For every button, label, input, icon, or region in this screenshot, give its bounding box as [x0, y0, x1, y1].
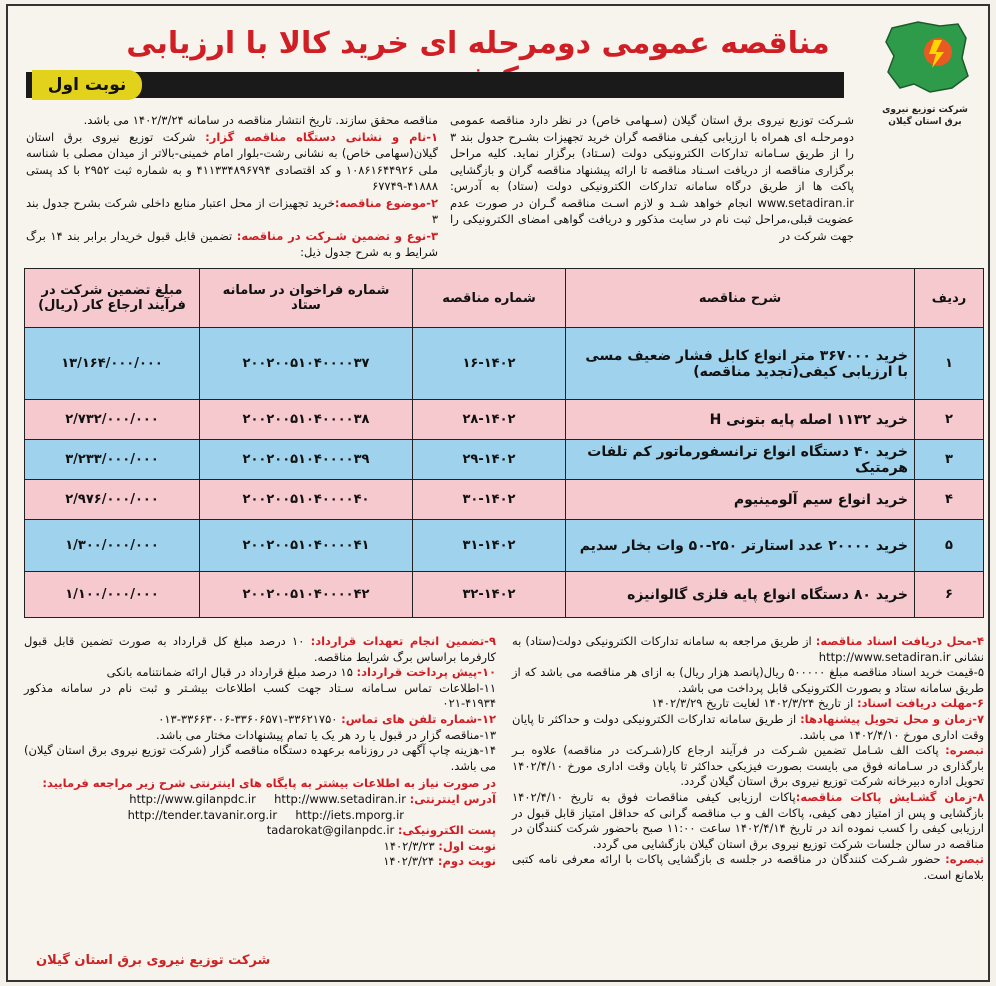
detail-item-6: ۶-مهلت دریافت اسناد: از تاریخ ۱۴۰۲/۳/۲۴ لغایت تاریخ ۱۴۰۲/۳/۲۹ — [651, 696, 984, 711]
col-header-tender-number: شماره مناقصه — [413, 269, 566, 328]
newspaper-ad — [6, 4, 990, 982]
cell-call-number: ۲۰۰۲۰۰۵۱۰۴۰۰۰۰۳۹ — [200, 440, 413, 480]
intro-line: مناقصه محقق سازند. تاریخ انتشار مناقصه در سامانه ۱۴۰۲/۳/۲۴ می باشد. — [83, 113, 438, 127]
cell-description: خرید ۲۰۰۰۰ عدد استارتر ۲۵۰-۵۰ وات بخار سدیم — [566, 520, 915, 572]
website-link[interactable]: http://iets.mporg.ir — [295, 807, 404, 822]
tender-table — [24, 268, 984, 618]
detail-item-8: ۸-زمان گشـایش پاکات مناقصه:پاکات ارزیابی کیفی مناقصات فوق به تاریخ ۱۴۰۲/۴/۱۰ بازگشایی و پس از امتیاز دهی کیفی، پاکات الف و ب مناقصه گرانی که حداقل امتیاز قابل قبول در ارزیابی کیفی را کسب نموده اند در تاریخ ۱۴۰۲/۴/۱۴ ساعت ۱۱:۰۰ صبح باحضور شرکت کنندگان در مناقصه در سالن جلسات شرکت توزیع نیروی برق استان گیلان بازگشایی می گردد. — [512, 789, 985, 851]
intro-paragraph: شـرکت توزیع نیروی برق استان گیلان (سـهامی خاص) در نظر دارد مناقصه عمومی دومرحلـه ای همراه با ارزیابی کیفـی مناقصه گران خرید تجهیزات بشـرح جدول بند ۳ را از طریق سـامانه تدارکات الکترونیکی دولت (سـتاد) برگزار نماید. کلیه مراحل برگزاری مناقصه از دریافت اسـناد مناقصه تا ارائه پیشنهاد مناقصه گران و بازگشایی پاکت ها از طریق درگاه سامانه تدارکات الکترونیکی دولت (ستاد) به آدرس: www.setadiran.ir انجام خواهد شـد و لازم اسـت مناقصه گـران در صورت عدم عضویت قبلی،مراحل ثبت نام در سایت مذکور و دریافت گواهی امضای الکترونیکی را جهت شرکت در — [450, 113, 854, 243]
cell-tender-number: ۳۱-۱۴۰۲ — [413, 520, 566, 572]
round2-line: نوبت دوم: ۱۴۰۲/۳/۲۴ — [383, 854, 496, 869]
cell-call-number: ۲۰۰۲۰۰۵۱۰۴۰۰۰۰۴۲ — [200, 572, 413, 618]
details-right-column — [512, 634, 984, 884]
detail-item-13: ۱۳-مناقصه گزار در قبول یا رد هر یک یا تمام پیشنهادات مختار می باشد. — [155, 727, 496, 742]
detail-note-1: تبصره: پاکت الف شـامل تضمین شـرکت در فرآیند ارجاع کار(شـرکت در مناقصه) علاوه بـر بارگذاری در سـامانه فوق می بایست بصورت فیزیکی حداکثر تا پایان وقت اداری مورخ ۱۴۰۲/۴/۱۰ تحویل اداره دبیرخانه شرکت توزیع نیروی برق استان گیلان گردد. — [512, 743, 984, 789]
cell-description: خرید ۳۶۷۰۰۰ متر انواع کابل فشار ضعیف مسی با ارزیابی کیفی(تجدید مناقصه) — [566, 328, 915, 400]
cell-tender-number: ۲۹-۱۴۰۲ — [413, 440, 566, 480]
cell-description: خرید ۱۱۳۲ اصله پایه بتونی H — [566, 400, 915, 440]
cell-guarantee-amount: ۱/۳۰۰/۰۰۰/۰۰۰ — [25, 520, 200, 572]
cell-guarantee-amount: ۳/۲۳۳/۰۰۰/۰۰۰ — [25, 440, 200, 480]
contact-heading: در صورت نیاز به اطلاعات بیشتر به پایگاه های اینترنتی شرح زیر مراجعه فرمایید: — [42, 776, 496, 791]
cell-call-number: ۲۰۰۲۰۰۵۱۰۴۰۰۰۰۳۷ — [200, 328, 413, 400]
intro-left-column — [26, 112, 438, 261]
website-link[interactable]: http://tender.tavanir.org.ir — [127, 807, 278, 822]
intro-item-1: ۱-نام و نشانی دستگاه مناقصه گزار: شرکت توزیع نیروی برق استان گیلان(سهامی خاص) به نشانی رشت-بلوار امام خمینی-بالاتر از میدان مصلی با شناسه ملی ۱۰۸۶۱۶۴۴۹۲۶ و کد اقتصادی ۴۱۱۳۳۴۸۹۶۷۹۴ و به شماره ثبت ۲۹۵۲ با کد پستی ۴۱۸۸۸-۶۷۷۴۹ — [26, 129, 438, 193]
details-left-column — [24, 634, 496, 870]
table-header-row — [25, 269, 984, 328]
col-header-call-number: شماره فراخوان در سامانه ستاد — [200, 269, 413, 328]
website-link[interactable]: http://www.gilanpdc.ir — [129, 791, 256, 806]
cell-tender-number: ۳۰-۱۴۰۲ — [413, 480, 566, 520]
cell-tender-number: ۳۲-۱۴۰۲ — [413, 572, 566, 618]
cell-row-number: ۲ — [915, 400, 984, 440]
table-row — [25, 480, 984, 520]
intro-right-column — [450, 112, 854, 244]
cell-tender-number: ۲۸-۱۴۰۲ — [413, 400, 566, 440]
table-row — [25, 328, 984, 400]
cell-description: خرید ۴۰ دستگاه انواع ترانسفورماتور کم تلفات هرمتیک — [566, 440, 915, 480]
company-logo — [878, 18, 972, 128]
cell-guarantee-amount: ۲/۹۷۶/۰۰۰/۰۰۰ — [25, 480, 200, 520]
company-signature: شرکت توزیع نیروی برق استان گیلان — [36, 953, 271, 968]
cell-row-number: ۳ — [915, 440, 984, 480]
header-band — [26, 72, 844, 98]
cell-guarantee-amount: ۱/۱۰۰/۰۰۰/۰۰۰ — [25, 572, 200, 618]
round-badge: نوبت اول — [32, 70, 142, 100]
cell-call-number: ۲۰۰۲۰۰۵۱۰۴۰۰۰۰۴۱ — [200, 520, 413, 572]
intro-item-3: ۳-نوع و تضمین شـرکت در مناقصه: تضمین قابل قبول خریدار برابر بند ۱۴ برگ شرایط و به شرح جدول ذیل: — [26, 228, 438, 259]
cell-row-number: ۴ — [915, 480, 984, 520]
table-row — [25, 520, 984, 572]
col-header-row-number: ردیف — [915, 269, 984, 328]
iran-map-logo-icon — [878, 18, 972, 98]
col-header-description: شرح مناقصه — [566, 269, 915, 328]
detail-item-4: ۴-محل دریافت اسناد مناقصه: از طریق مراجعه به سامانه تدارکات الکترونیکی دولت(ستاد) به نشانی http://www.setadiran.ir — [512, 634, 984, 664]
cell-tender-number: ۱۶-۱۴۰۲ — [413, 328, 566, 400]
ad-title: مناقصه عمومی دومرحله ای خرید کالا با ارزیابی — [126, 26, 830, 61]
logo-caption: شرکت توزیع نیروی برق استان گیلان — [882, 105, 968, 127]
table-row — [25, 400, 984, 440]
cell-call-number: ۲۰۰۲۰۰۵۱۰۴۰۰۰۰۴۰ — [200, 480, 413, 520]
cell-guarantee-amount: ۲/۷۳۲/۰۰۰/۰۰۰ — [25, 400, 200, 440]
website-line-2 — [24, 808, 496, 824]
cell-row-number: ۵ — [915, 520, 984, 572]
cell-description: خرید انواع سیم آلومینیوم — [566, 480, 915, 520]
intro-item-2: ۲-موضوع مناقصه:خرید تجهیزات از محل اعتبار منابع داخلی شرکت بشرح جدول بند ۳ — [26, 195, 438, 226]
table-row — [25, 440, 984, 480]
detail-item-7: ۷-زمان و محل تحویل پیشنهادها: از طریق سامانه تدارکات الکترونیکی دولت و حداکثر تا پایان وقت اداری مورخ ۱۴۰۲/۴/۱۰ می باشد. — [512, 711, 984, 742]
cell-description: خرید ۸۰ دستگاه انواع پایه فلزی گالوانیزه — [566, 572, 915, 618]
website-link[interactable]: http://www.setadiran.ir — [274, 791, 406, 806]
cell-call-number: ۲۰۰۲۰۰۵۱۰۴۰۰۰۰۳۸ — [200, 400, 413, 440]
detail-item-14: ۱۴-هزینه چاپ آگهی در روزنامه برعهده دستگاه مناقصه گزار (شرکت توزیع نیروی برق استان گیلان) می باشد. — [24, 743, 496, 773]
table-row — [25, 572, 984, 618]
detail-item-9: ۹-تضمین انجام تعهدات قرارداد: ۱۰ درصد مبلغ کل قرارداد به صورت تضمین قابل قبول کارفرما براساس برگ شرایط مناقصه. — [24, 634, 496, 664]
cell-row-number: ۱ — [915, 328, 984, 400]
email-link[interactable]: tadarokat@gilanpdc.ir — [266, 823, 395, 838]
detail-item-5: ۵-قیمت خرید اسناد مناقصه مبلغ ۵۰۰۰۰۰ ریال(پانصد هزار ریال) به ازای هر مناقصه می باشد که از طریق سامانه ستاد و بصورت الکترونیکی قابل پرداخت می باشد. — [512, 665, 985, 695]
round1-line: نوبت اول: ۱۴۰۲/۳/۲۳ — [383, 838, 496, 853]
website-line-1: آدرس اینترنتی: http://www.gilanpdc.ir http://www.setadiran.ir — [129, 791, 496, 806]
detail-note-2: تبصره: حضور شـرکت کنندگان در مناقصه در جلسه ی بازگشایی پاکات با ارائه معرفی نامه کتبی بلامانع است. — [512, 852, 984, 882]
detail-item-10: ۱۰-پیش پرداخت قرارداد: ۱۵ درصد مبلغ قرارداد در قبال ارائه ضمانتنامه بانکی — [106, 665, 496, 680]
cell-row-number: ۶ — [915, 572, 984, 618]
detail-item-12: ۱۲-شماره تلفن های تماس: ۳۳۶۲۱۷۵۰-۳۳۶۰۶۵۷۱-۳۳۶۶۳۰۰۶-۰۱۳ — [158, 711, 496, 726]
detail-item-11: ۱۱-اطلاعات تماس سـامانه سـتاد جهت کسب اطلاعات بیشـتر و ثبت نام در سامانه مذکور ۴۱۹۳۴-۰۲۱ — [24, 680, 496, 711]
email-line: پست الکترونیکی: tadarokat@gilanpdc.ir — [266, 823, 496, 838]
col-header-guarantee-amount: مبلغ تضمین شرکت در فرآیند ارجاع کار (ریال) — [25, 269, 200, 328]
cell-guarantee-amount: ۱۳/۱۶۴/۰۰۰/۰۰۰ — [25, 328, 200, 400]
